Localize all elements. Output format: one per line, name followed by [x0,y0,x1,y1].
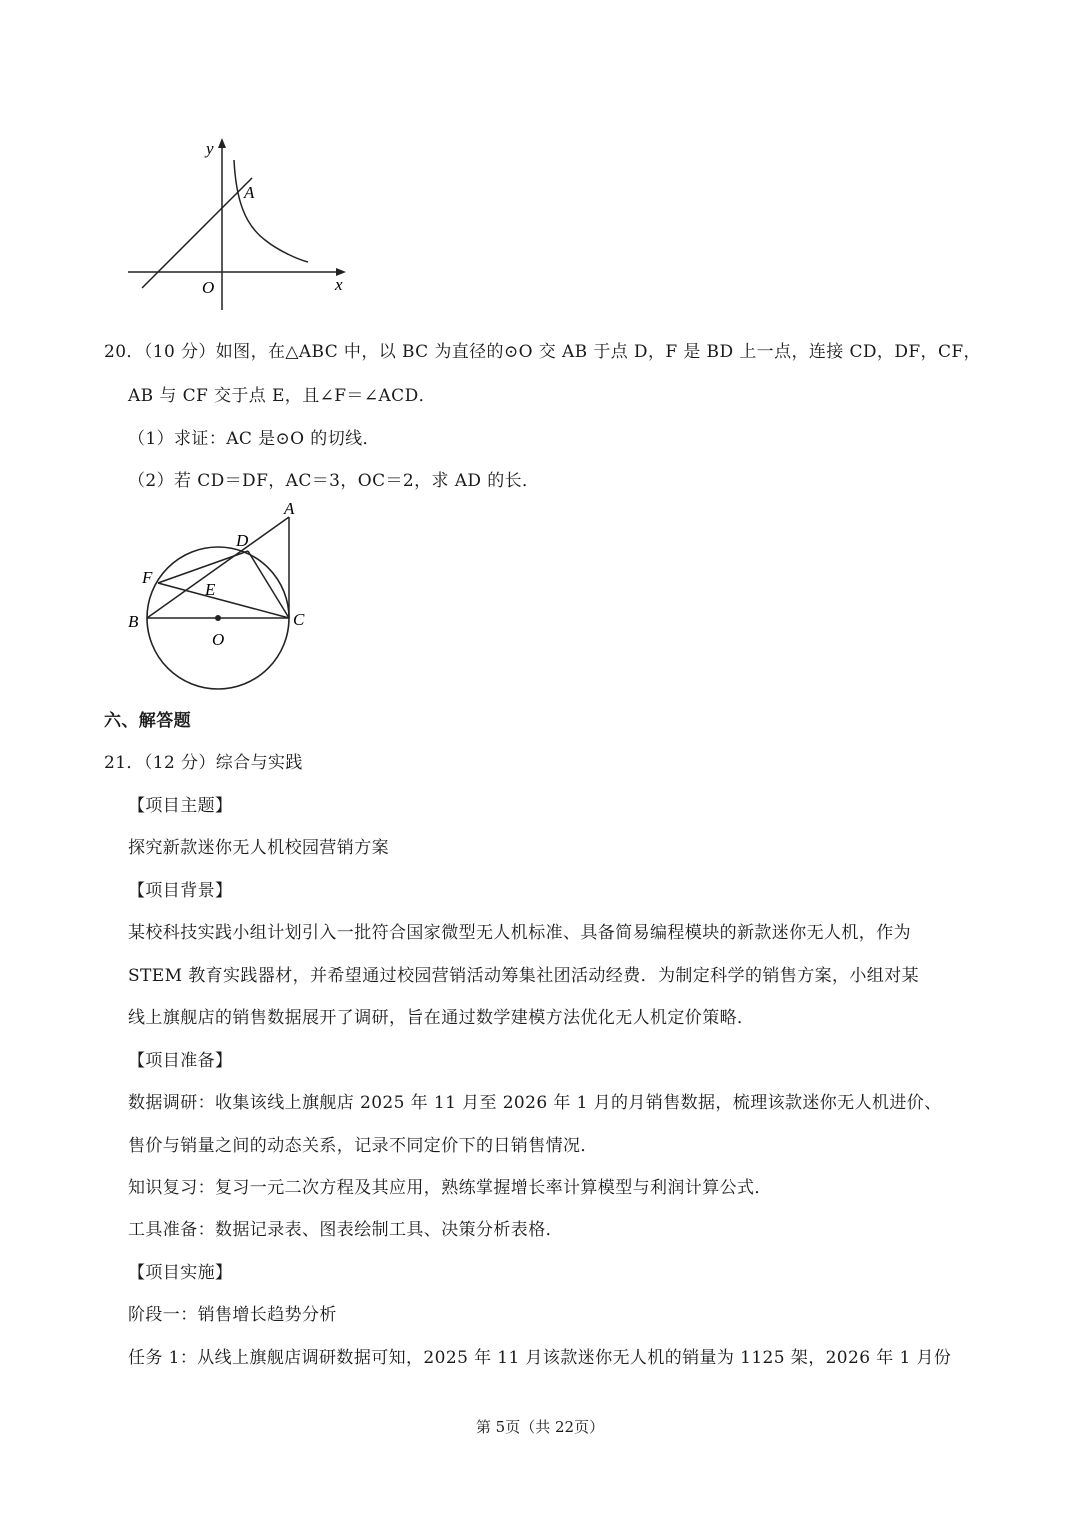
background-line-3: 线上旗舰店的销售数据展开了调研，旨在通过数学建模方法优化无人机定价策略． [128,1008,755,1028]
hyperbola-curve [234,160,308,262]
prep-title: 【项目准备】 [128,1051,233,1071]
prep-line-1: 数据调研：收集该线上旗舰店 2025 年 11 月至 2026 年 1 月的月销售数据，梳理该款迷你无人机进价、 [128,1093,942,1113]
x-axis-label: x [335,275,343,294]
label-e: E [205,580,216,599]
impl-title: 【项目实施】 [128,1263,233,1283]
q20-line1: 20．（10 分）如图，在△ABC 中，以 BC 为直径的⊙O 交 AB 于点 D，F 是 BD 上一点，连接 CD，DF，CF， [104,342,981,362]
q20-line2: AB 与 CF 交于点 E，且∠F＝∠ACD． [128,386,436,406]
background-line-1: 某校科技实践小组计划引入一批符合国家微型无人机标准、具备简易编程模块的新款迷你无人机，作为 [128,923,911,943]
prep-line-3: 知识复习：复习一元二次方程及其应用，熟练掌握增长率计算模型与利润计算公式． [128,1178,772,1198]
prep-line-2: 售价与销量之间的动态关系，记录不同定价下的日销售情况． [128,1136,598,1156]
figure-circle-triangle [120,495,320,695]
section-title: 六、解答题 [104,711,191,731]
stage1: 阶段一：销售增长趋势分析 [128,1305,337,1325]
origin-label: O [202,278,215,297]
task1: 任务 1：从线上旗舰店调研数据可知，2025 年 11 月该款迷你无人机的销量为 1125 架，2026 年 1 月份 [128,1348,952,1368]
figure-line-hyperbola [120,130,360,320]
label-o: O [212,630,225,649]
q20-part2: （2）若 CD＝DF，AC＝3，OC＝2，求 AD 的长． [128,471,540,491]
theme-text: 探究新款迷你无人机校园营销方案 [128,838,389,858]
prep-line-4: 工具准备：数据记录表、图表绘制工具、决策分析表格． [128,1220,563,1240]
q20-part1: （1）求证：AC 是⊙O 的切线． [128,429,380,449]
background-title: 【项目背景】 [128,881,233,901]
point-a-label: A [244,183,255,202]
page-footer: 第 5页（共 22页） [475,1418,605,1436]
label-f: F [142,568,153,587]
label-d: D [236,531,249,550]
y-axis-arrow [218,138,226,148]
segment-cf [158,583,289,618]
background-line-2: STEM 教育实践器材，并希望通过校园营销活动筹集社团活动经费．为制定科学的销售方案，小组对某 [128,966,920,986]
theme-title: 【项目主题】 [128,796,233,816]
label-b: B [128,612,139,631]
center-point [215,615,221,621]
q21-header: 21．（12 分）综合与实践 [104,753,303,773]
y-axis-label: y [206,139,214,158]
label-c: C [293,610,305,629]
label-a: A [284,499,295,518]
